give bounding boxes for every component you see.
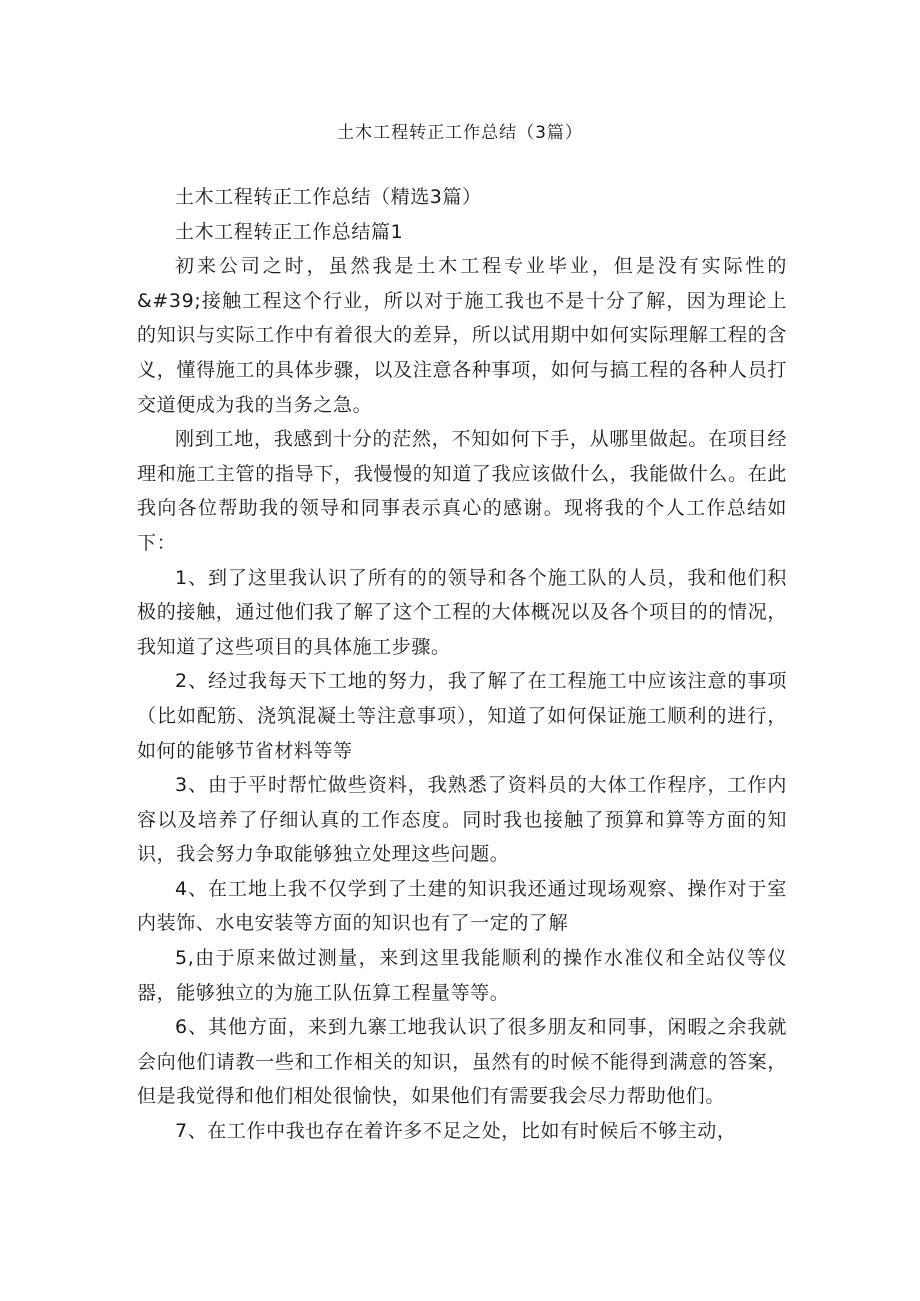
document-body [137, 180, 787, 1149]
paragraph-item-3: 3、由于平时帮忙做些资料，我熟悉了资料员的大体工作程序，工作内容以及培养了仔细认真的工作态度。同时我也接触了预算和算等方面的知识，我会努力争取能够独立处理这些问题。 [137, 774, 787, 866]
paragraph-item-5: 5,由于原来做过测量，来到这里我能顺利的操作水准仪和全站仪等仪器，能够独立的为施工队伍算工程量等等。 [137, 947, 787, 1004]
document-title: 土木工程转正工作总结（3篇） [337, 123, 583, 143]
document-subtitle: 土木工程转正工作总结（精选3篇） [175, 186, 482, 208]
paragraph-item-7: 7、在工作中我也存在着许多不足之处，比如有时候后不够主动， [175, 1120, 737, 1143]
paragraph-item-1: 1、到了这里我认识了所有的的领导和各个施工队的人员，我和他们积极的接触，通过他们我了解了这个工程的大体概况以及各个项目的的情况，我知道了这些项目的具体施工步骤。 [137, 566, 787, 658]
paragraph-arrival: 刚到工地，我感到十分的茫然，不知如何下手，从哪里做起。在项目经理和施工主管的指导下，我慢慢的知道了我应该做什么，我能做什么。在此我向各位帮助我的领导和同事表示真心的感谢。现将我的个人工作总结如下： [137, 428, 787, 554]
paragraph-item-4: 4、在工地上我不仅学到了土建的知识我还通过现场观察、操作对于室内装饰、水电安装等方面的知识也有了一定的了解 [137, 877, 787, 935]
paragraph-intro: 初来公司之时，虽然我是土木工程专业毕业，但是没有实际性的&#39;接触工程这个行业，所以对于施工我也不是十分了解，因为理论上的知识与实际工作中有着很大的差异，所以试用期中如何实际理解工程的含义，懂得施工的具体步骤，以及注意各种事项，如何与搞工程的各种人员打交道便成为我的当务之急。 [137, 255, 787, 416]
paragraph-item-6: 6、其他方面，来到九寨工地我认识了很多朋友和同事，闲暇之余我就会向他们请教一些和工作相关的知识，虽然有的时候不能得到满意的答案，但是我觉得和他们相处很愉快，如果他们有需要我会尽力帮助他们。 [137, 1016, 787, 1108]
section-heading: 土木工程转正工作总结篇1 [175, 220, 404, 243]
paragraph-item-2: 2、经过我每天下工地的努力，我了解了在工程施工中应该注意的事项（比如配筋、浇筑混凝土等注意事项），知道了如何保证施工顺利的进行，如何的能够节省材料等等 [137, 670, 787, 762]
